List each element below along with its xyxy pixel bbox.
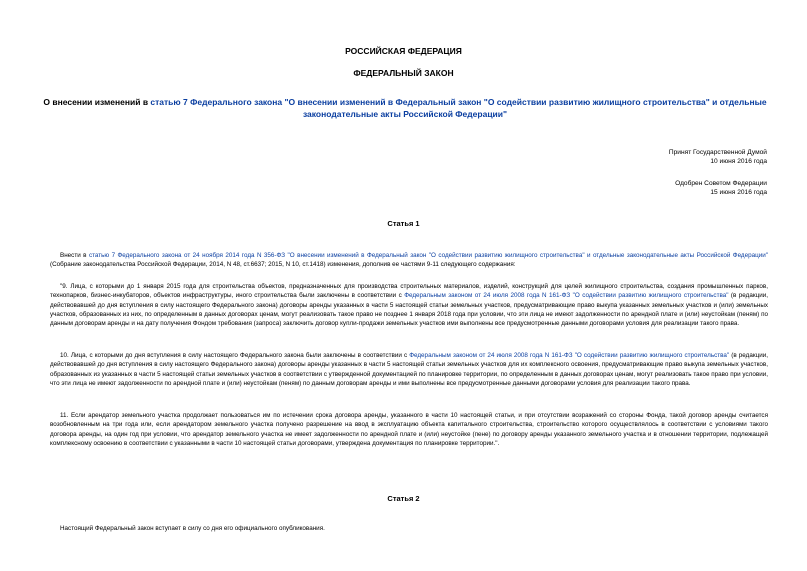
duma-adoption	[507, 148, 767, 166]
paragraph-11: 11. Если арендатор земельного участка продолжает пользоваться им по истечении срока договора аренды, указанного в части 10 настоящей статьи, и при отсутствии возражений со стороны Фонда, такой договор аренды считается возобновленным на три года или, если арендатором земельного участка получено разрешение на ввод в эксплуатацию объекта капитального строительства, строительство которого осуществлялось в соответствии с условиями такого договора аренды, на один год при условии, что арендатор земельного участка не имеет задолженности по арендной плате и (или) неустойке (пене) по договору аренды указанного земельного участка и в отношении территории, подлежащей комплексному освоению в соответствии с указанными в части 10 настоящей статьи договорами, утверждена документация по планировке территории.".	[50, 412, 768, 447]
paragraph-10-link[interactable]: Федеральным законом от 24 июля 2008 года N 161-ФЗ "О содействии развитию жилищного строительства"	[409, 352, 730, 359]
council-label: Одобрен Советом Федерации	[675, 180, 767, 187]
article2-heading: Статья 2	[387, 494, 420, 503]
law-type-heading: ФЕДЕРАЛЬНЫЙ ЗАКОН	[353, 68, 454, 78]
article1-intro: Внести в статью 7 Федерального закона от 24 ноября 2014 года N 356-ФЗ "О внесении изменений в Федеральный закон "О содействии развитию жилищного строительства" и отдельные законодательные акты Российской Федерации" (Собрание законодательства Российской Федерации, 2014, N 48, ст.6637; 2015, N 10, ст.1418) изменения, дополнив ее частями 9-11 следующего содержания:	[50, 252, 768, 269]
title-prefix: О внесении изменений в	[43, 97, 151, 107]
duma-label: Принят Государственной Думой	[668, 149, 767, 156]
article2-text: Настоящий Федеральный закон вступает в силу со дня его официального опубликования.	[60, 525, 325, 532]
council-approval	[507, 179, 767, 197]
paragraph-9-link[interactable]: Федеральным законом от 24 июля 2008 года N 161-ФЗ "О содействии развитию жилищного строительства"	[404, 292, 729, 300]
article1-heading: Статья 1	[387, 219, 420, 228]
duma-date: 10 июня 2016 года	[710, 158, 767, 165]
paragraph-9: "9. Лица, с которыми до 1 января 2015 года для строительства объектов, предназначенных для производства строительных материалов, изделий, конструкций для целей жилищного строительства, создания промышленных парков, технопарков, бизнес-инкубаторов, объектов инфраструктуры, иного строительства были заключены в соответствии с Федеральным законом от 24 июля 2008 года N 161-ФЗ "О содействии развитию жилищного строительства" (в редакции, действовавшей до дня вступления в силу настоящего Федерального закона) договоры аренды указанных в части 5 настоящей статьи земельных участков, предусматривающие право выкупа указанных земельных участков и (или) земельных участков, образованных из них, по определенным в данных договорах ценам, могут реализовать такое право не позднее 1 января 2018 года при условии, что эти лица не имеют задолженности по арендной плате и (или) неустойкам (пеням) по данным договорам аренды и на дату получения Фондом требования (запроса) заключить договор купли-продажи земельных участков ими выполнены все предусмотренные данными договорами условия для реализации такого права.	[50, 283, 768, 328]
council-date: 15 июня 2016 года	[710, 189, 767, 196]
paragraph-10: 10. Лица, с которыми до дня вступления в силу настоящего Федерального закона были заключены в соответствии с Федеральным законом от 24 июля 2008 года N 161-ФЗ "О содействии развитию жилищного строительства" (в редакции, действовавшей до дня вступления в силу настоящего Федерального закона) договоры аренды указанных в части 5 настоящей статьи земельных участков для их комплексного освоения, предусматривающие право выкупа земельных участков, образованных из указанных в части 5 настоящей статьи земельных участков в соответствии с утвержденной документацией по планировке территории, по определенным в данных договорах ценам, могут реализовать такое право при условии, что эти лица не имеют задолженности по арендной плате и (или) неустойкам (пеням) по данным договорам аренды и ими выполнены все предусмотренные данными договорами условия для реализации такого права.	[50, 352, 768, 387]
article1-intro-link[interactable]: статью 7 Федерального закона от 24 ноября 2014 года N 356-ФЗ "О внесении изменений в Федеральный закон "О содействии развитию жилищного строительства" и отдельные законодательные акты Российской Федерации"	[88, 252, 768, 259]
title-link[interactable]: статью 7 Федерального закона "О внесении изменений в Федеральный закон "О содействии развитию жилищного строительства" и отдельные законодательные акты Российской Федерации"	[150, 97, 767, 119]
law-title	[40, 96, 770, 120]
federation-heading: РОССИЙСКАЯ ФЕДЕРАЦИЯ	[345, 46, 462, 56]
